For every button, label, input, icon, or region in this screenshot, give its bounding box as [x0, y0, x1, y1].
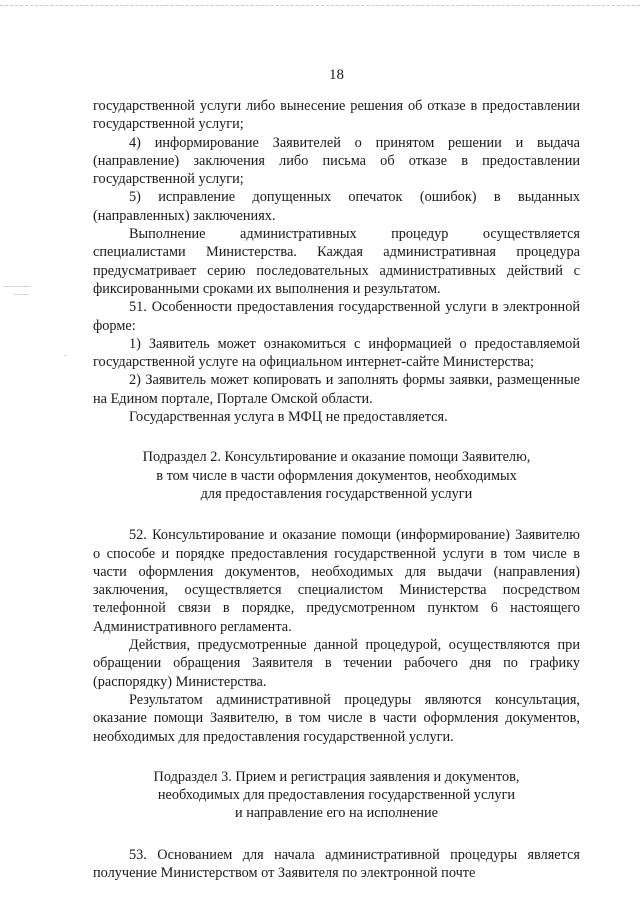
subsection-heading: [93, 448, 580, 503]
paragraph: 5) исправление допущенных опечаток (ошибок) в выданных (направленных) заключениях.: [93, 189, 580, 224]
subsection-heading: [93, 768, 580, 823]
heading-line: и направление его на исполнение: [235, 805, 438, 822]
margin-mark: [14, 294, 28, 295]
paragraph: 52. Консультирование и оказание помощи (информирование) Заявителю о способе и порядке предоставления государственной услуги в том числе в части оформления документов, необходимых для выдачи (направления) заключения, осуществляется специалистом Министерства посредством телефонной связи в порядке, предусмотренном пунктом 6 настоящего Административного регламента.: [93, 527, 580, 635]
paragraph: Выполнение административных процедур осуществляется специалистами Министерства. Каждая административная процедура предусматривает серию последовательных административных действий с фиксированными сроками их выполнения и результатом.: [93, 226, 580, 297]
paragraph: 53. Основанием для начала административной процедуры является получение Министерством от Заявителя по электронной почте: [93, 846, 580, 881]
paragraph: Действия, предусмотренные данной процедурой, осуществляются при обращении обращения Заявителя в течении рабочего дня по графику (распорядку) Министерства.: [93, 637, 580, 690]
paragraph: государственной услуги либо вынесение решения об отказе в предоставлении государственной услуги;: [93, 98, 580, 133]
heading-line: в том числе в части оформления документов, необходимых: [156, 467, 517, 484]
heading-line: для предоставления государственной услуги: [200, 485, 473, 502]
heading-line: Подраздел 3. Прием и регистрация заявления и документов,: [153, 768, 520, 785]
paragraph: Государственная услуга в МФЦ не предоставляется.: [129, 409, 448, 426]
heading-line: необходимых для предоставления государственной услуги: [157, 787, 516, 804]
document-page: [93, 66, 580, 882]
paragraph: 1) Заявитель может ознакомиться с информацией о предоставляемой государственной услуге на официальном интернет-сайте Министерства;: [93, 335, 580, 371]
paragraph: Результатом административной процедуры являются консультация, оказание помощи Заявителю, в том числе в части оформления документов, необходимых для предоставления государственной услуги.: [93, 691, 580, 745]
margin-mark: [4, 286, 30, 287]
scan-top-edge: [0, 5, 640, 6]
margin-mark: [64, 355, 67, 356]
paragraph: 4) информирование Заявителей о принятом решении и выдача (направление) заключения либо письма об отказе в предоставлении государственной услуги;: [93, 134, 580, 188]
page-number: 18: [329, 67, 344, 83]
paragraph: 51. Особенности предоставления государственной услуги в электронной форме:: [93, 299, 580, 334]
paragraph: 2) Заявитель может копировать и заполнять формы заявки, размещенные на Едином портале, Портале Омской области.: [93, 372, 580, 407]
heading-line: Подраздел 2. Консультирование и оказание помощи Заявителю,: [142, 449, 531, 466]
